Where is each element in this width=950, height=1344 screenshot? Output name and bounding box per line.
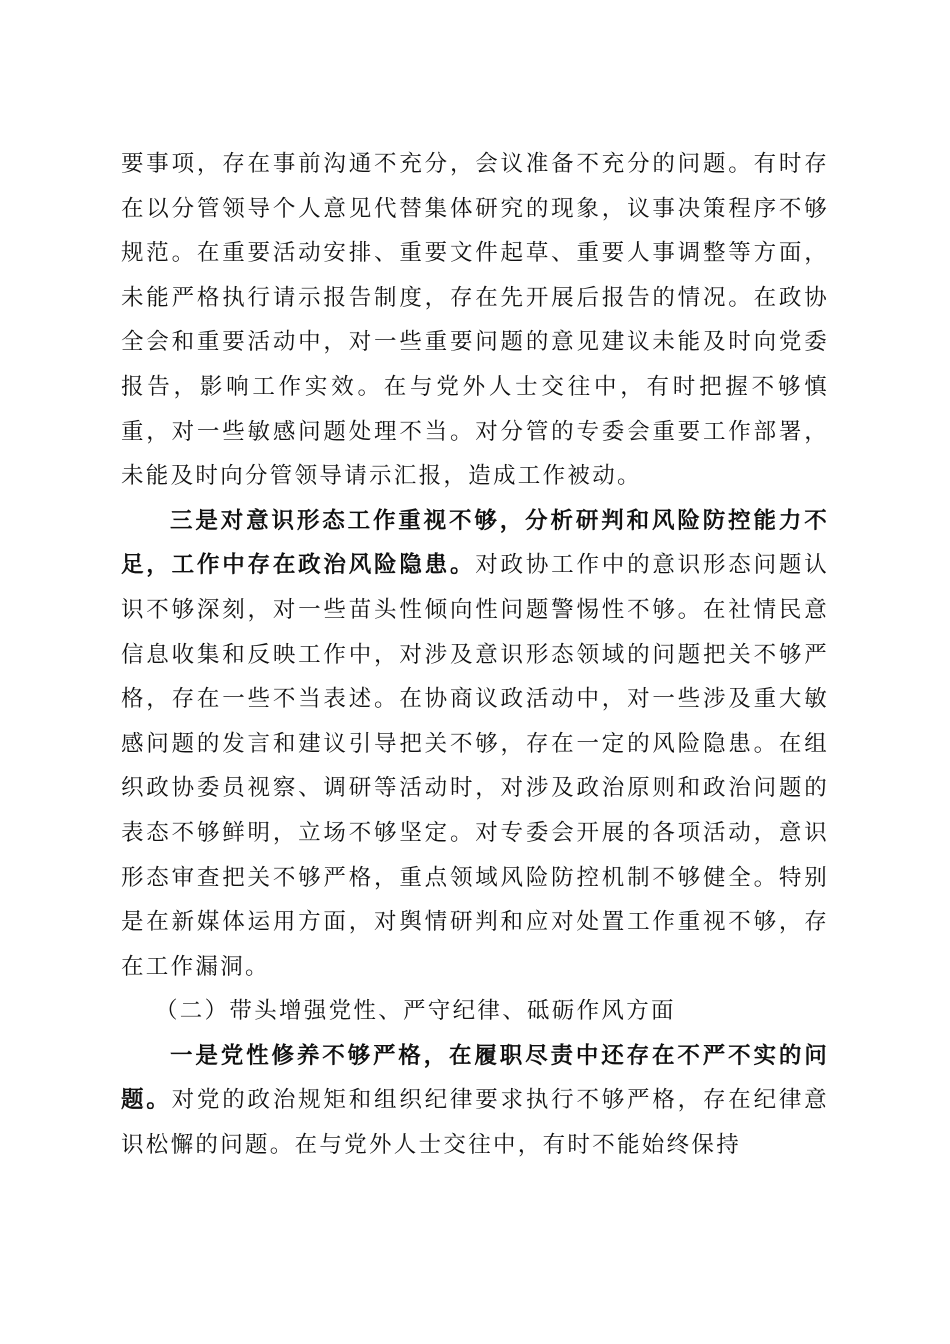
paragraph-continued [121,142,829,499]
section-heading: （二）带头增强党性、严守纪律、砥砺作风方面 [155,998,676,1025]
paragraph-ideology [121,499,829,990]
paragraph-text: 要事项，存在事前沟通不充分，会议准备不充分的问题。有时存在以分管领导个人意见代替集体研究的现象，议事决策程序不够规范。在重要活动安排、重要文件起草、重要人事调整等方面，未能严格执行请示报告制度，存在先开展后报告的情况。在政协全会和重要活动中，对一些重要问题的意见建议未能及时向党委报告，影响工作实效。在与党外人士交往中，有时把握不够慎重，对一些敏感问题处理不当。对分管的专委会重要工作部署，未能及时向分管领导请示汇报，造成工作被动。 [121,151,829,490]
paragraph-lead: 三是对意识形态工作重视不够，分析研判和风险防控能力不足，工作中存在政治风险隐患。 [121,507,829,579]
document-body [121,142,829,1168]
paragraph-party-spirit [121,1034,829,1168]
paragraph-text: 对政协工作中的意识形态问题认识不够深刻，对一些苗头性倾向性问题警惕性不够。在社情民意信息收集和反映工作中，对涉及意识形态领域的问题把关不够严格，存在一些不当表述。在协商议政活动中，对一些涉及重大敏感问题的发言和建议引导把关不够，存在一定的风险隐患。在组织政协委员视察、调研等活动时，对涉及政治原则和政治问题的表态不够鲜明，立场不够坚定。对专委会开展的各项活动，意识形态审查把关不够严格，重点领域风险防控机制不够健全。特别是在新媒体运用方面，对舆情研判和应对处置工作重视不够，存在工作漏洞。 [121,552,829,980]
paragraph-lead: 一是党性修养不够严格，在履职尽责中还存在不严不实的问题。 [121,1042,829,1114]
paragraph-text: 对党的政治规矩和组织纪律要求执行不够严格，存在纪律意识松懈的问题。在与党外人士交往中，有时不能始终保持 [121,1087,829,1159]
